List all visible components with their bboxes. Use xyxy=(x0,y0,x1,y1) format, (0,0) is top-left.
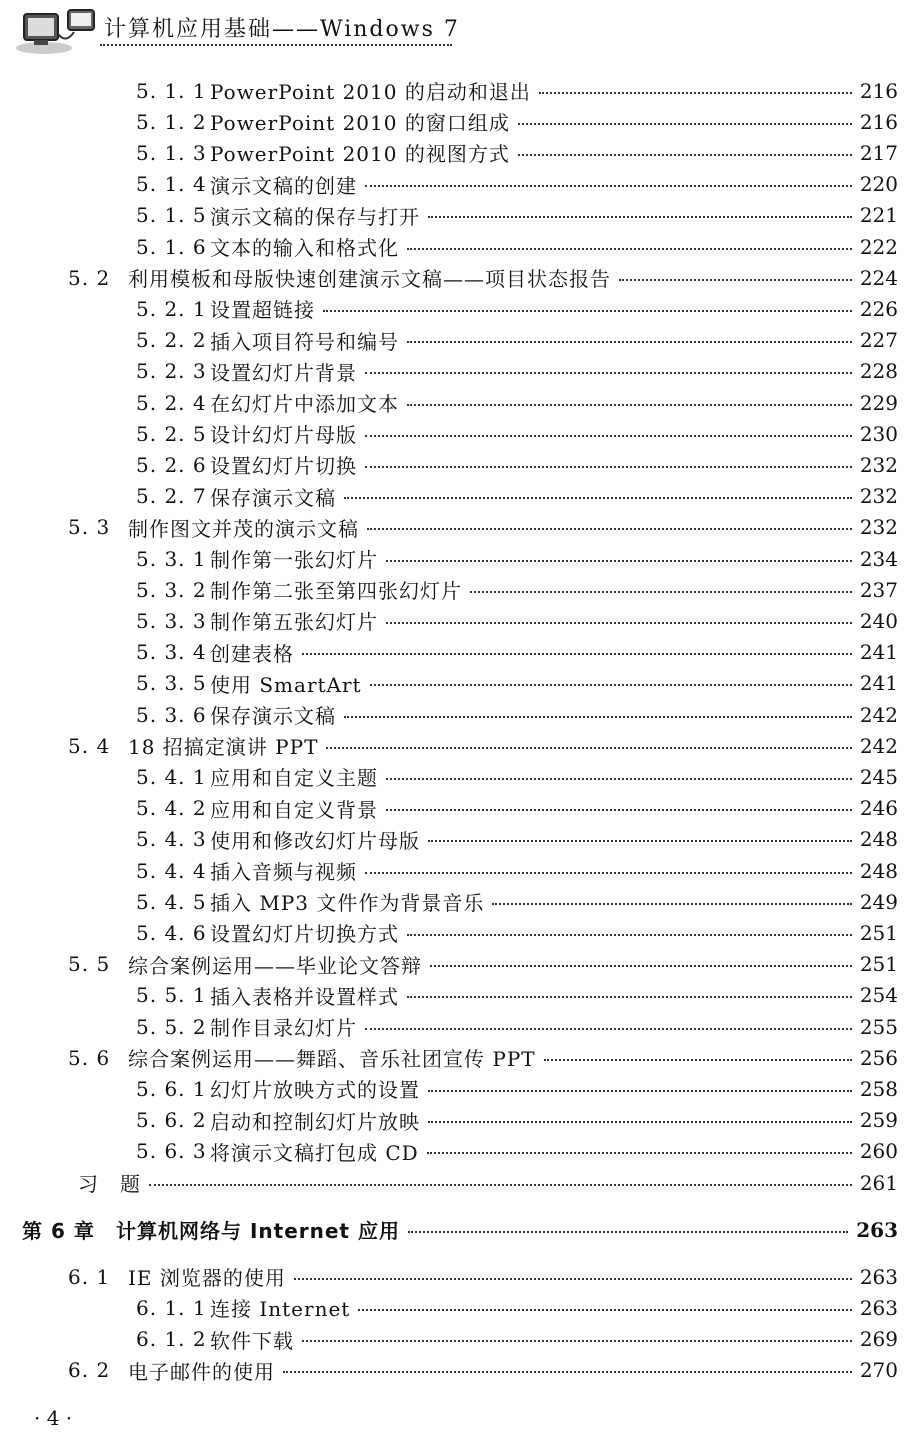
dot-leader xyxy=(302,1340,852,1342)
toc-entry-page: 217 xyxy=(859,140,898,165)
toc-entry-title: 应用和自定义主题 xyxy=(210,766,378,791)
toc-entry-title: 插入 MP3 文件作为背景音乐 xyxy=(210,891,485,916)
dot-leader xyxy=(407,934,852,936)
toc-entry-page: 222 xyxy=(859,234,898,259)
dot-leader xyxy=(326,747,851,749)
toc-entry-page: 248 xyxy=(859,858,898,883)
toc-entry-page: 242 xyxy=(859,733,898,758)
toc-entry-number: 5. 4. 5 xyxy=(136,889,207,914)
toc-entry-title: 综合案例运用——毕业论文答辩 xyxy=(128,953,422,978)
dot-leader xyxy=(408,1231,848,1233)
toc-entry-page: 251 xyxy=(859,952,898,977)
toc-entry-number: 5. 2. 3 xyxy=(136,359,207,384)
toc-entry-number: 5. 4 xyxy=(68,733,111,758)
dot-leader xyxy=(407,404,852,406)
dot-leader xyxy=(544,1059,852,1061)
toc-entry-page: 263 xyxy=(859,1295,898,1320)
toc-entry-number: 6. 2 xyxy=(68,1358,111,1383)
toc-entry xyxy=(136,418,898,449)
toc-entry xyxy=(136,200,898,231)
toc-entry-page: 232 xyxy=(859,484,898,509)
toc-entry-page: 227 xyxy=(859,328,898,353)
toc-entry-title: 使用 SmartArt xyxy=(210,672,362,697)
toc-entry-page: 270 xyxy=(859,1358,898,1383)
toc-entry-title: 18 招搞定演讲 PPT xyxy=(128,735,319,760)
toc-entry xyxy=(136,356,898,387)
toc-entry-title: 设置幻灯片背景 xyxy=(210,360,357,385)
toc-entry-number: 5. 2. 2 xyxy=(136,328,207,353)
toc-entry-number: 5. 2. 1 xyxy=(136,296,207,321)
toc-entry xyxy=(68,512,898,543)
dot-leader xyxy=(365,872,852,874)
toc-entry-number: 5. 6. 1 xyxy=(136,1076,207,1101)
toc-entry xyxy=(68,949,898,980)
toc-entry-title: 启动和控制幻灯片放映 xyxy=(210,1109,420,1134)
toc-entry-title: 创建表格 xyxy=(210,641,294,666)
toc-entry-page: 216 xyxy=(859,109,898,134)
dot-leader xyxy=(283,1371,852,1373)
toc-entry xyxy=(136,543,898,574)
toc-entry-number: 5. 4. 1 xyxy=(136,764,207,789)
toc-entry-number: 5. 3. 2 xyxy=(136,577,207,602)
toc-entry-number: 5. 3. 1 xyxy=(136,546,207,571)
dot-leader xyxy=(344,497,852,499)
toc-entry-number: 5. 2. 5 xyxy=(136,421,207,446)
toc-entry-number: 5. 4. 3 xyxy=(136,827,207,852)
toc-entry xyxy=(136,481,898,512)
dot-leader xyxy=(386,778,852,780)
toc-entry-title: 文本的输入和格式化 xyxy=(210,236,399,260)
toc-entry xyxy=(136,1073,898,1104)
toc-entry xyxy=(136,668,898,699)
toc-entry-title: 保存演示文稿 xyxy=(210,704,336,728)
toc-entry-page: 229 xyxy=(859,390,898,415)
toc-entry-title: 制作第五张幻灯片 xyxy=(210,610,378,635)
toc-entry-number: 5. 2. 7 xyxy=(136,484,207,509)
toc-entry xyxy=(136,449,898,480)
toc-entry-title: 电子邮件的使用 xyxy=(128,1359,275,1384)
toc-entry-title: PowerPoint 2010 的窗口组成 xyxy=(210,111,510,136)
toc-entry-page: 258 xyxy=(859,1076,898,1101)
toc-entry xyxy=(136,761,898,792)
toc-entry-page: 255 xyxy=(859,1014,898,1039)
toc-entry-page: 234 xyxy=(859,546,898,571)
dot-leader xyxy=(428,1121,852,1123)
dot-leader xyxy=(294,1278,852,1280)
dot-leader xyxy=(407,341,852,343)
dot-leader xyxy=(149,1184,852,1186)
toc-entry-title: 插入音频与视频 xyxy=(210,860,357,884)
toc-entry-title: 计算机网络与 Internet 应用 xyxy=(116,1219,400,1243)
toc-entry-title: 插入项目符号和编号 xyxy=(210,329,399,354)
toc-entry-page: 259 xyxy=(859,1108,898,1133)
toc-entry-number: 习 题 xyxy=(78,1172,141,1196)
toc-entry-title: PowerPoint 2010 的启动和退出 xyxy=(210,80,531,104)
toc-entry xyxy=(78,1167,898,1198)
toc-entry-title: 保存演示文稿 xyxy=(210,485,336,510)
toc-entry-number: 6. 1 xyxy=(68,1264,111,1289)
toc-entry-page: 246 xyxy=(859,796,898,821)
toc-entry-page: 226 xyxy=(859,296,898,321)
toc-entry xyxy=(136,325,898,356)
toc-entry-number: 5. 6. 2 xyxy=(136,1108,207,1133)
toc-entry-page: 232 xyxy=(859,515,898,540)
toc-entry xyxy=(136,1324,898,1355)
toc-entry-page: 230 xyxy=(859,421,898,446)
toc-entry-page: 263 xyxy=(856,1217,898,1242)
toc-entry-number: 5. 4. 6 xyxy=(136,920,207,945)
toc-entry-title: 制作图文并茂的演示文稿 xyxy=(128,516,359,541)
toc-entry-page: 221 xyxy=(859,203,898,228)
toc-entry xyxy=(136,824,898,855)
toc-entry-number: 5. 1. 5 xyxy=(136,203,207,228)
dot-leader xyxy=(365,1028,852,1030)
toc-entry xyxy=(136,855,898,886)
toc-entry-number: 5. 6 xyxy=(68,1045,111,1070)
toc-entry xyxy=(136,106,898,137)
toc-entry xyxy=(136,699,898,730)
toc-entry-page: 228 xyxy=(859,359,898,384)
toc-entry xyxy=(136,793,898,824)
toc-entry-number: 5. 4. 4 xyxy=(136,858,207,883)
dot-leader xyxy=(367,528,852,530)
toc-entry-page: 254 xyxy=(859,983,898,1008)
toc-entry-page: 248 xyxy=(859,827,898,852)
toc-entry-title: 设置幻灯片切换方式 xyxy=(210,922,399,947)
dot-leader xyxy=(386,809,852,811)
dot-leader xyxy=(365,372,852,374)
toc-entry-page: 261 xyxy=(859,1170,898,1195)
toc-entry-number: 5. 3. 5 xyxy=(136,671,207,696)
toc-entry-number: 第 6 章 xyxy=(22,1219,95,1243)
toc-entry-page: 220 xyxy=(859,172,898,197)
toc-entry xyxy=(136,980,898,1011)
toc-entry xyxy=(22,1214,898,1245)
toc-entry-title: 制作第二张至第四张幻灯片 xyxy=(210,579,462,604)
toc-entry-number: 5. 1. 1 xyxy=(136,78,207,103)
dot-leader xyxy=(302,653,852,655)
computers-logo-icon xyxy=(14,4,104,56)
toc-entry xyxy=(136,1011,898,1042)
dot-leader xyxy=(428,1090,852,1092)
toc-entry xyxy=(136,75,898,106)
dot-leader xyxy=(470,591,852,593)
toc-entry-page: 232 xyxy=(859,452,898,477)
toc-entry-page: 251 xyxy=(859,920,898,945)
toc-entry-title: 设置幻灯片切换 xyxy=(210,454,357,479)
toc-entry-number: 5. 3. 4 xyxy=(136,640,207,665)
dot-leader xyxy=(407,248,852,250)
dot-leader xyxy=(386,622,852,624)
toc-entry-title: 演示文稿的创建 xyxy=(210,173,357,198)
dot-leader xyxy=(407,996,852,998)
dot-leader xyxy=(365,435,852,437)
toc-entry-title: 设置超链接 xyxy=(210,298,315,323)
toc-entry xyxy=(136,137,898,168)
toc-entry-number: 5. 1. 4 xyxy=(136,172,207,197)
toc-entry xyxy=(136,605,898,636)
toc-entry xyxy=(136,574,898,605)
dot-leader xyxy=(365,466,852,468)
toc-entry-title: 综合案例运用——舞蹈、音乐社团宣传 PPT xyxy=(128,1047,536,1072)
toc-entry xyxy=(136,1136,898,1167)
header-rule xyxy=(100,44,452,46)
toc-entry-title: IE 浏览器的使用 xyxy=(128,1266,286,1291)
toc-entry-number: 5. 2. 4 xyxy=(136,390,207,415)
toc-entry-number: 5. 6. 3 xyxy=(136,1139,207,1164)
toc-entry-title: 连接 Internet xyxy=(210,1297,351,1322)
toc-entry-title: PowerPoint 2010 的视图方式 xyxy=(210,142,510,167)
toc-entry-title: 利用模板和母版快速创建演示文稿——项目状态报告 xyxy=(128,267,611,292)
dot-leader xyxy=(358,1309,851,1311)
toc-entry-title: 演示文稿的保存与打开 xyxy=(210,204,420,229)
toc-entry-title: 软件下载 xyxy=(210,1328,294,1353)
toc-entry-number: 5. 3. 3 xyxy=(136,608,207,633)
dot-leader xyxy=(344,716,852,718)
dot-leader xyxy=(427,1152,852,1154)
toc-entry-number: 6. 1. 2 xyxy=(136,1327,207,1352)
toc-entry xyxy=(136,387,898,418)
toc-entry-number: 5. 5. 1 xyxy=(136,983,207,1008)
toc-entry xyxy=(136,886,898,917)
toc-entry xyxy=(136,917,898,948)
dot-leader xyxy=(518,123,852,125)
toc-entry-number: 5. 5 xyxy=(68,952,111,977)
toc-entry-page: 260 xyxy=(859,1139,898,1164)
toc-entry-title: 应用和自定义背景 xyxy=(210,797,378,822)
page-header xyxy=(0,0,920,60)
toc-entry-page: 245 xyxy=(859,764,898,789)
toc-entry-number: 5. 3 xyxy=(68,515,111,540)
toc-entry-page: 269 xyxy=(859,1327,898,1352)
dot-leader xyxy=(430,965,852,967)
toc-entry xyxy=(68,1042,898,1073)
dot-leader xyxy=(386,560,852,562)
toc-entry-title: 制作目录幻灯片 xyxy=(210,1016,357,1040)
page-number: · 4 · xyxy=(34,1406,73,1430)
toc-entry-number: 6. 1. 1 xyxy=(136,1295,207,1320)
toc-entry xyxy=(136,169,898,200)
dot-leader xyxy=(619,279,852,281)
toc-entry xyxy=(136,637,898,668)
toc-entry xyxy=(136,293,898,324)
toc-entry-number: 5. 1. 6 xyxy=(136,234,207,259)
toc-entry-number: 5. 1. 3 xyxy=(136,140,207,165)
dot-leader xyxy=(492,903,851,905)
toc-entry-page: 240 xyxy=(859,608,898,633)
toc-entry-number: 5. 2 xyxy=(68,265,111,290)
toc-entry xyxy=(68,1355,898,1386)
toc-entry-title: 使用和修改幻灯片母版 xyxy=(210,828,420,853)
dot-leader xyxy=(428,216,852,218)
toc-entry-page: 224 xyxy=(859,265,898,290)
toc-entry xyxy=(68,730,898,761)
toc-entry-page: 263 xyxy=(859,1264,898,1289)
toc-entry xyxy=(68,1261,898,1292)
toc-entry-page: 241 xyxy=(859,671,898,696)
toc-entry-title: 插入表格并设置样式 xyxy=(210,984,399,1009)
toc-entry-page: 249 xyxy=(859,889,898,914)
toc-entry xyxy=(136,231,898,262)
toc-entry-page: 216 xyxy=(859,78,898,103)
header-title: 计算机应用基础——Windows 7 xyxy=(104,17,460,42)
toc-entry-title: 幻灯片放映方式的设置 xyxy=(210,1078,420,1103)
toc-entry-number: 5. 4. 2 xyxy=(136,796,207,821)
dot-leader xyxy=(539,92,852,94)
toc-entry-title: 在幻灯片中添加文本 xyxy=(210,392,399,416)
dot-leader xyxy=(518,154,852,156)
toc-entry-title: 将演示文稿打包成 CD xyxy=(210,1140,419,1165)
toc-entry-number: 5. 2. 6 xyxy=(136,452,207,477)
toc-entry xyxy=(136,1105,898,1136)
toc-entry-title: 制作第一张幻灯片 xyxy=(210,548,378,572)
dot-leader xyxy=(370,684,852,686)
toc-entry xyxy=(136,1292,898,1323)
dot-leader xyxy=(365,185,852,187)
dot-leader xyxy=(428,840,852,842)
dot-leader xyxy=(323,310,852,312)
toc-entry xyxy=(68,262,898,293)
toc-entry-number: 5. 3. 6 xyxy=(136,702,207,727)
toc-entry-number: 5. 1. 2 xyxy=(136,109,207,134)
toc-entry-page: 256 xyxy=(859,1045,898,1070)
toc-entry-number: 5. 5. 2 xyxy=(136,1014,207,1039)
toc-entry-page: 237 xyxy=(859,577,898,602)
toc-entry-page: 241 xyxy=(859,640,898,665)
toc-entry-page: 242 xyxy=(859,702,898,727)
toc-entry-title: 设计幻灯片母版 xyxy=(210,423,357,448)
